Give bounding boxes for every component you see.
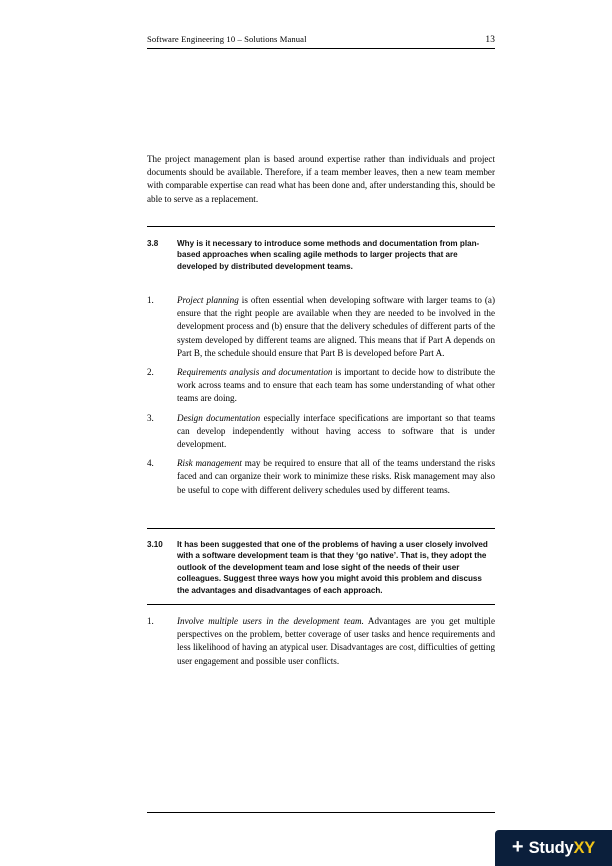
watermark-name: Study bbox=[528, 838, 574, 857]
watermark-label bbox=[529, 839, 595, 858]
answer-list-3-8 bbox=[147, 294, 495, 497]
question-block-3-10 bbox=[147, 539, 495, 596]
list-item-number: 2. bbox=[147, 367, 154, 378]
footer-divider bbox=[147, 812, 495, 813]
page-number: 13 bbox=[485, 35, 495, 45]
list-item-rest: Advantages are you get multiple perspectives on the problem, better coverage of user tasks and hence requirements and less likelihood of having an atypical user. Disadvantages are cost, difficulties of getting user engagement and possible user conflicts. bbox=[177, 616, 495, 666]
section-divider-2 bbox=[147, 528, 495, 529]
page-header bbox=[147, 34, 495, 45]
list-item-rest: may be required to ensure that all of the teams understand the risks faced and can organize their work to minimize these risks. Risk management may also be useful to cope with different delivery schedules used by different teams. bbox=[177, 458, 495, 495]
list-item bbox=[147, 294, 495, 360]
list-item-number: 3. bbox=[147, 412, 154, 423]
header-divider bbox=[147, 48, 495, 49]
intro-paragraph: The project management plan is based around expertise rather than individuals and project documents should be available. Therefore, if a team member leaves, then a new team member with comparable expertise can read what has been done and, after understanding this, should be able to serve as a replacement. bbox=[147, 154, 495, 204]
list-item-rest: especially interface specifications are important so that teams can develop independently without having access to software that is under development. bbox=[177, 412, 495, 450]
studyxy-watermark bbox=[495, 830, 612, 866]
list-item bbox=[147, 366, 495, 406]
question-text: Why is it necessary to introduce some methods and documentation from plan-based approaches when scaling agile methods to larger projects that are developed by distributed development teams. bbox=[177, 239, 480, 271]
list-item-number: 1. bbox=[147, 616, 154, 626]
list-item-number: 4. bbox=[147, 458, 154, 469]
list-item-body bbox=[177, 366, 495, 406]
section-divider-1 bbox=[147, 226, 495, 227]
list-item-rest: is often essential when developing software with larger teams to (a) ensure that the right people are available when they are needed to be involved in the development process and (b) ensure that the delivery schedules of different parts of the system developed by different teams are aligned. This means that if Part A depends on Part B, the schedule should ensure that Part B is developed before Part A. bbox=[177, 295, 495, 358]
question-heading bbox=[147, 539, 495, 596]
list-item bbox=[147, 457, 495, 497]
list-item-lead: Project planning bbox=[177, 295, 239, 305]
question-block-3-8 bbox=[147, 238, 495, 272]
list-item-lead: Risk management bbox=[177, 458, 242, 469]
list-item-lead: Involve multiple users in the development team. bbox=[177, 616, 364, 626]
question-number: 3.8 bbox=[147, 239, 159, 248]
list-item-number: 1. bbox=[147, 295, 154, 305]
list-item bbox=[147, 615, 495, 668]
question-text: It has been suggested that one of the problems of having a user closely involved with a software development team is that they ‘go native’. That is, they adopt the outlook of the development team and lose sight of the needs of their user colleagues. Suggest three ways how you might avoid this problem and discuss the advantages and disadvantages of each approach. bbox=[177, 540, 488, 595]
question-number: 3.10 bbox=[147, 540, 163, 549]
watermark-suffix: XY bbox=[573, 838, 596, 857]
list-item-body bbox=[177, 457, 495, 497]
intro-section bbox=[147, 153, 495, 206]
header-title: Software Engineering 10 – Solutions Manual bbox=[147, 34, 307, 44]
question-heading bbox=[147, 238, 495, 272]
list-item-body bbox=[177, 412, 495, 452]
list-item bbox=[147, 412, 495, 452]
list-item-body bbox=[177, 294, 495, 360]
plus-icon: + bbox=[511, 836, 524, 858]
section-divider-3 bbox=[147, 604, 495, 605]
list-item-body bbox=[177, 615, 495, 668]
answer-list-3-10 bbox=[147, 615, 495, 668]
list-item-lead: Requirements analysis and documentation bbox=[177, 367, 333, 378]
list-item-lead: Design documentation bbox=[177, 412, 261, 423]
list-item-rest: is important to decide how to distribute the work across teams and to ensure that each team has some understanding of what other teams are doing. bbox=[177, 367, 496, 404]
